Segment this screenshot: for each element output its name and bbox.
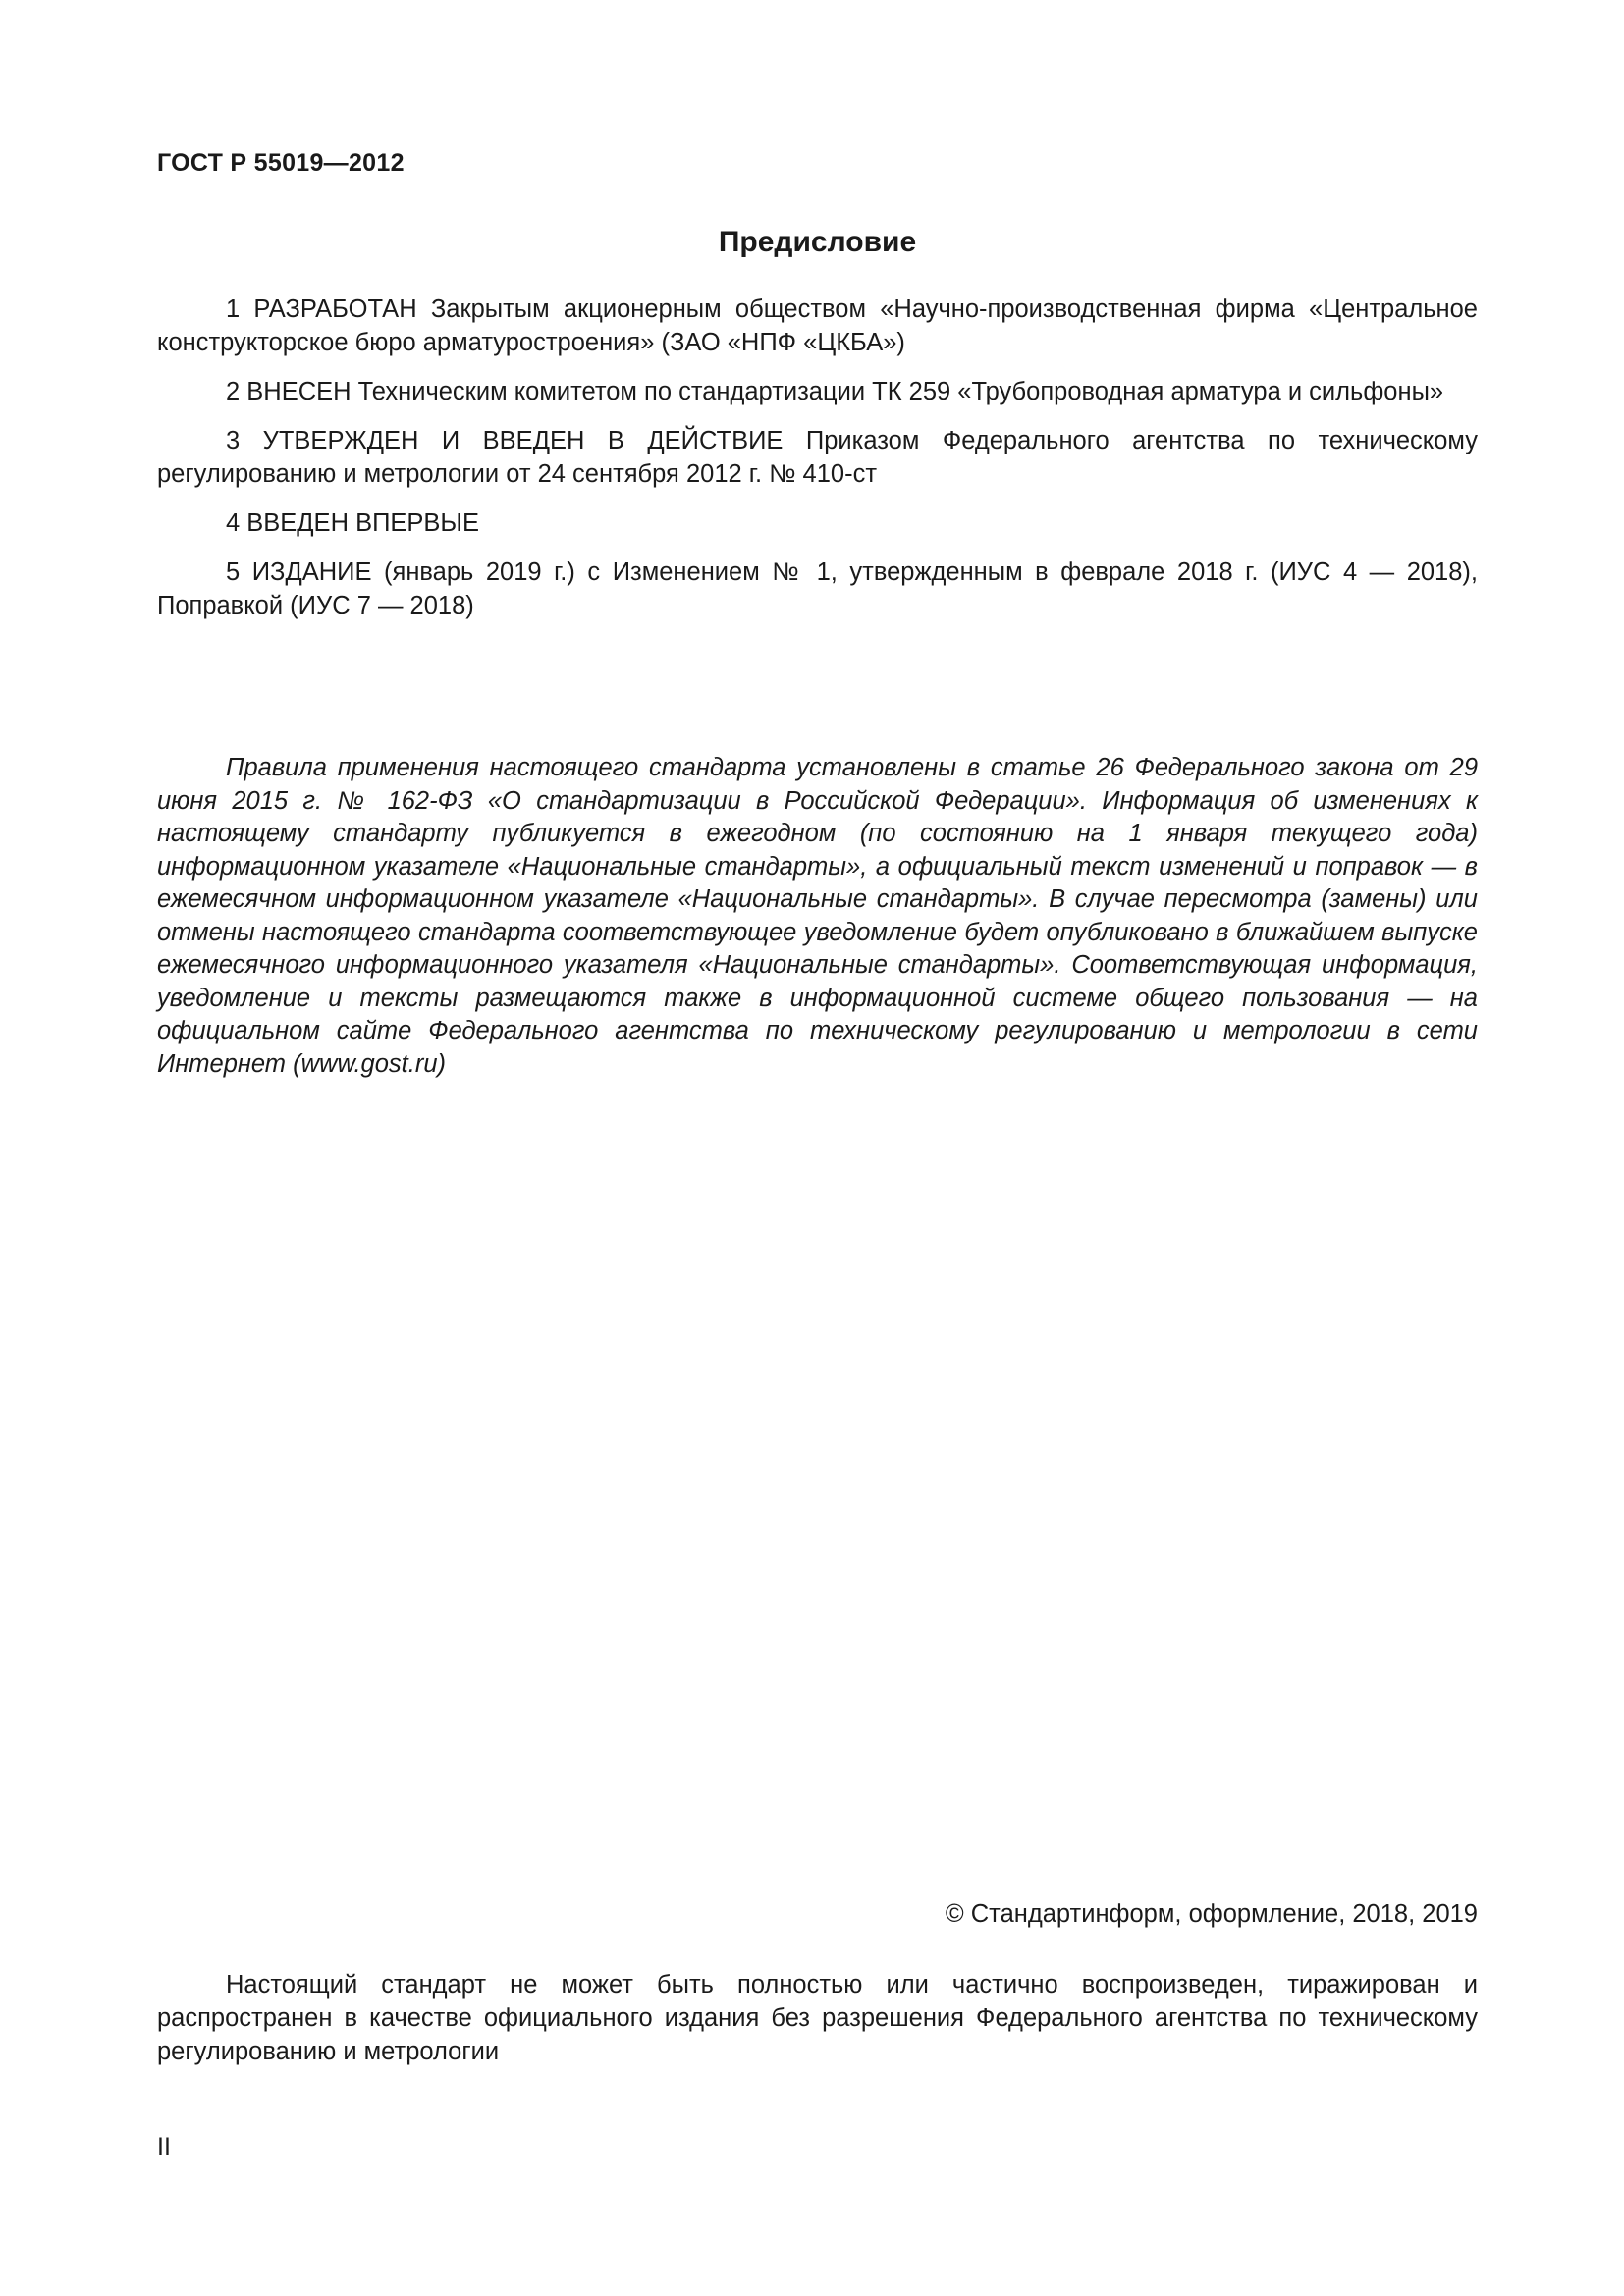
preface-items <box>157 293 1478 638</box>
document-code: ГОСТ Р 55019—2012 <box>157 149 405 177</box>
preface-item-developed: 1 РАЗРАБОТАН Закрытым акционерным обществом «Научно-производственная фирма «Центральное конструкторское бюро арматуростроения» (ЗАО «НПФ «ЦКБА») <box>157 295 1478 356</box>
copyright-line: © Стандартинформ, оформление, 2018, 2019 <box>945 1900 1478 1928</box>
preface-item-first-introduced: 4 ВВЕДЕН ВПЕРВЫЕ <box>226 509 480 537</box>
document-page <box>157 0 1478 2296</box>
reproduction-notice: Настоящий стандарт не может быть полностью или частично воспроизведен, тиражирован и распространен в качестве официального издания без разрешения Федерального агентства по техническому регулированию и метрологии <box>157 1971 1478 2065</box>
preface-item-edition: 5 ИЗДАНИЕ (январь 2019 г.) с Изменением № 1, утвержденным в феврале 2018 г. (ИУС 4 — 2018), Поправкой (ИУС 7 — 2018) <box>157 559 1478 619</box>
preface-item-approved: 3 УТВЕРЖДЕН И ВВЕДЕН В ДЕЙСТВИЕ Приказом Федерального агентства по техническому регулированию и метрологии от 24 сентября 2012 г. № 410-ст <box>157 427 1478 488</box>
preface-item-introduced: 2 ВНЕСЕН Техническим комитетом по стандартизации ТК 259 «Трубопроводная арматура и сильфоны» <box>226 378 1444 405</box>
preface-title: Предисловие <box>718 226 917 258</box>
page-number: II <box>157 2133 171 2161</box>
application-rules-paragraph: Правила применения настоящего стандарта установлены в статье 26 Федерального закона от 29 июня 2015 г. № 162-ФЗ «О стандартизации в Российской Федерации». Информация об изменениях к настоящему стандарту публикуется в ежегодном (по состоянию на 1 января текущего года) информационном указателе «Национальные стандарты», а официальный текст изменений и поправок — в ежемесячном информационном указателе «Национальные стандарты». В случае пересмотра (замены) или отмены настоящего стандарта соответствующее уведомление будет опубликовано в ближайшем выпуске ежемесячного информационного указателя «Национальные стандарты». Соответствующая информация, уведомление и тексты размещаются также в информационной системе общего пользования — на официальном сайте Федерального агентства по техническому регулированию и метрологии в сети Интернет (www.gost.ru) <box>157 754 1478 1078</box>
